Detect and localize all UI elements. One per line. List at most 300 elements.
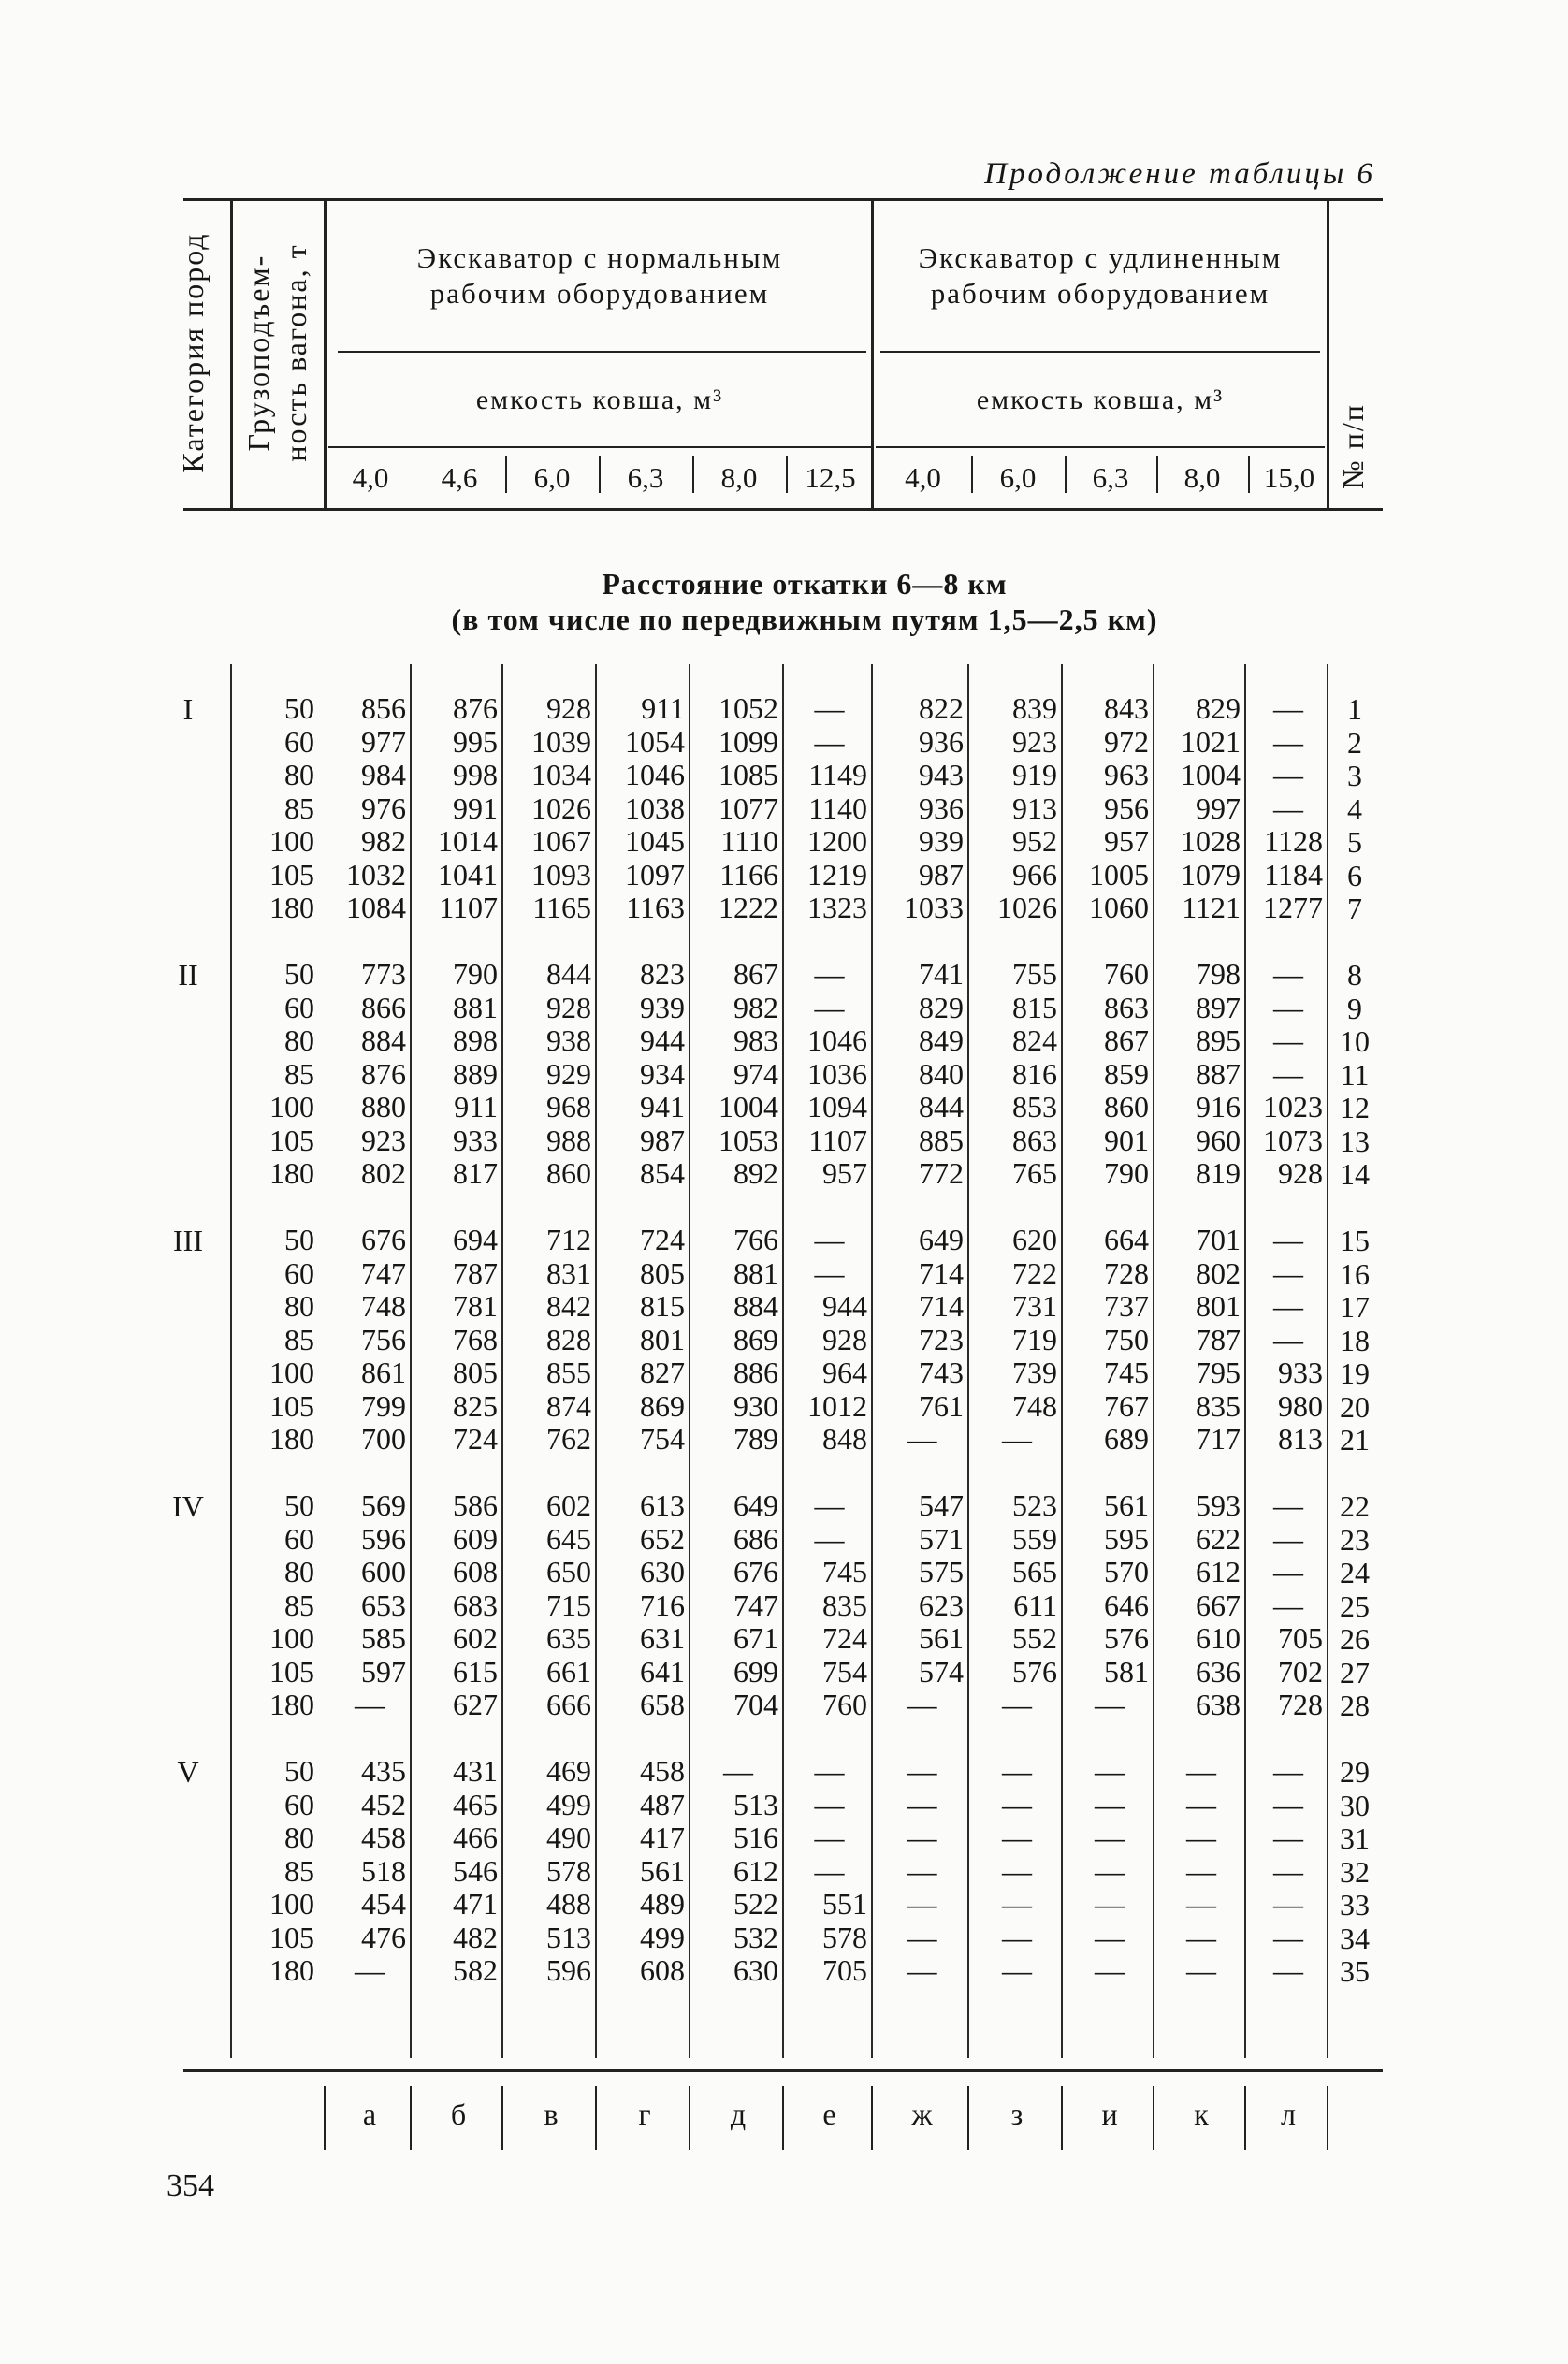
table-cell: — bbox=[355, 1688, 385, 1721]
table-cell: 620 bbox=[1012, 1223, 1057, 1256]
table-cell: 869 bbox=[640, 1388, 685, 1423]
table-cell: — bbox=[1273, 790, 1303, 825]
table-cell: 661 bbox=[546, 1654, 591, 1689]
table-cell: 575 bbox=[919, 1555, 964, 1588]
header-divider bbox=[871, 201, 874, 508]
table-cell: 1060 bbox=[1089, 891, 1149, 924]
table-cell: 652 bbox=[640, 1521, 685, 1556]
row-number: 15 bbox=[1340, 1224, 1370, 1257]
capacity-cell: 50 bbox=[284, 1223, 314, 1256]
capacity-header bbox=[240, 212, 314, 493]
table-cell: 828 bbox=[546, 1322, 591, 1356]
table-cell: — bbox=[1273, 957, 1303, 991]
table-cell: 513 bbox=[546, 1920, 591, 1954]
table-cell: — bbox=[907, 1422, 937, 1456]
continuation-caption: Продолжение таблицы 6 bbox=[984, 157, 1375, 191]
capacity-header-line2: ность вагона, т bbox=[279, 243, 312, 462]
table-cell: — bbox=[1002, 1887, 1032, 1921]
table-cell: 689 bbox=[1104, 1422, 1149, 1456]
table-header bbox=[176, 198, 1383, 511]
table-cell: 676 bbox=[361, 1223, 406, 1256]
table-cell: 957 bbox=[822, 1156, 867, 1190]
table-cell: 516 bbox=[733, 1820, 778, 1854]
table-cell: 802 bbox=[361, 1156, 406, 1190]
table-cell: 1026 bbox=[531, 790, 591, 825]
table-cell: 798 bbox=[1196, 957, 1241, 991]
table-cell: 1023 bbox=[1263, 1090, 1323, 1124]
capacity-header-line1: Грузоподъем- bbox=[241, 254, 275, 452]
capacity-cell: 80 bbox=[284, 1555, 314, 1588]
table-cell: 815 bbox=[1012, 990, 1057, 1024]
table-cell: — bbox=[1095, 1887, 1125, 1921]
table-cell: 1033 bbox=[904, 891, 964, 924]
table-cell: 1053 bbox=[719, 1123, 778, 1157]
table-cell: — bbox=[814, 957, 845, 991]
table-cell: 489 bbox=[640, 1887, 685, 1921]
table-cell: 939 bbox=[919, 824, 964, 858]
table-cell: 861 bbox=[361, 1356, 406, 1389]
table-cell: — bbox=[1186, 1820, 1216, 1854]
bucket-capacity-value: 8,0 bbox=[1183, 461, 1221, 494]
table-cell: 819 bbox=[1196, 1156, 1241, 1190]
table-cell: 471 bbox=[453, 1887, 498, 1921]
table-cell: 823 bbox=[640, 957, 685, 991]
table-cell: 860 bbox=[546, 1156, 591, 1190]
row-number: 14 bbox=[1340, 1157, 1370, 1191]
table-cell: 705 bbox=[822, 1953, 867, 1987]
number-header: № п/п bbox=[1336, 403, 1370, 489]
table-cell: 801 bbox=[1196, 1289, 1241, 1323]
table-cell: 723 bbox=[919, 1322, 964, 1356]
table-cell: 911 bbox=[454, 1090, 498, 1124]
table-cell: — bbox=[814, 1754, 845, 1788]
table-cell: 608 bbox=[640, 1953, 685, 1987]
table-cell: — bbox=[1095, 1820, 1125, 1854]
table-cell: 743 bbox=[919, 1356, 964, 1389]
table-cell: 636 bbox=[1196, 1654, 1241, 1689]
capacity-cell: 80 bbox=[284, 758, 314, 791]
table-cell: — bbox=[1273, 1555, 1303, 1588]
table-cell: 980 bbox=[1278, 1388, 1323, 1423]
table-cell: 630 bbox=[733, 1953, 778, 1987]
table-cell: 966 bbox=[1012, 857, 1057, 892]
table-cell: 700 bbox=[361, 1422, 406, 1456]
table-cell: 705 bbox=[1278, 1621, 1323, 1655]
table-cell: 645 bbox=[546, 1521, 591, 1556]
row-number: 27 bbox=[1340, 1655, 1370, 1690]
table-cell: — bbox=[1273, 990, 1303, 1024]
row-number: 3 bbox=[1347, 759, 1362, 792]
table-cell: 840 bbox=[919, 1056, 964, 1091]
table-cell: — bbox=[1273, 1255, 1303, 1290]
row-number: 1 bbox=[1347, 692, 1362, 726]
table-cell: 523 bbox=[1012, 1488, 1057, 1522]
capacity-cell: 60 bbox=[284, 1787, 314, 1821]
table-cell: — bbox=[814, 990, 845, 1024]
table-cell: — bbox=[1273, 1920, 1303, 1954]
row-number: 13 bbox=[1340, 1124, 1370, 1158]
table-cell: 417 bbox=[640, 1820, 685, 1854]
table-cell: 602 bbox=[546, 1488, 591, 1522]
table-cell: 745 bbox=[1104, 1356, 1149, 1389]
row-number: 23 bbox=[1340, 1522, 1370, 1557]
table-cell: 765 bbox=[1012, 1156, 1057, 1190]
table-cell: 1222 bbox=[719, 891, 778, 924]
table-cell: 860 bbox=[1104, 1090, 1149, 1124]
table-cell: 724 bbox=[640, 1223, 685, 1256]
table-cell: 1034 bbox=[531, 758, 591, 791]
table-cell: 739 bbox=[1012, 1356, 1057, 1389]
capacity-cell: 180 bbox=[269, 1688, 314, 1721]
table-cell: 546 bbox=[453, 1853, 498, 1888]
table-cell: 586 bbox=[453, 1488, 498, 1522]
table-body bbox=[172, 664, 1383, 2058]
table-cell: 895 bbox=[1196, 1023, 1241, 1057]
table-cell: 476 bbox=[361, 1920, 406, 1954]
table-cell: — bbox=[907, 1787, 937, 1821]
table-cell: 972 bbox=[1104, 724, 1149, 759]
table-cell: 731 bbox=[1012, 1289, 1057, 1323]
table-cell: 815 bbox=[640, 1289, 685, 1323]
footer-separator bbox=[324, 2086, 326, 2150]
table-cell: — bbox=[814, 1787, 845, 1821]
table-cell: 1184 bbox=[1264, 857, 1323, 892]
header-divider bbox=[324, 201, 327, 508]
capacity-cell: 105 bbox=[269, 1388, 314, 1423]
footer-separator bbox=[1327, 2086, 1328, 2150]
row-number: 25 bbox=[1340, 1588, 1370, 1623]
row-number: 22 bbox=[1340, 1489, 1370, 1523]
bucket-capacity-value: 8,0 bbox=[720, 461, 758, 494]
row-number: 35 bbox=[1340, 1954, 1370, 1988]
table-cell: 649 bbox=[919, 1223, 964, 1256]
table-cell: 781 bbox=[453, 1289, 498, 1323]
bucket-capacity-value: 15,0 bbox=[1263, 461, 1315, 494]
capacity-cell: 105 bbox=[269, 1654, 314, 1689]
table-cell: 748 bbox=[1012, 1388, 1057, 1423]
capacity-cell: 85 bbox=[284, 790, 314, 825]
table-cell: 936 bbox=[919, 790, 964, 825]
table-cell: 960 bbox=[1196, 1123, 1241, 1157]
capacity-cell: 50 bbox=[284, 1488, 314, 1522]
section-title bbox=[337, 566, 1272, 637]
table-cell: 658 bbox=[640, 1688, 685, 1721]
table-cell: 982 bbox=[361, 824, 406, 858]
normal-group-line1: Экскаватор с нормальным bbox=[416, 241, 783, 274]
table-cell: 817 bbox=[453, 1156, 498, 1190]
table-cell: — bbox=[1002, 1953, 1032, 1987]
table-cell: 1012 bbox=[807, 1388, 867, 1423]
table-cell: 939 bbox=[640, 990, 685, 1024]
table-cell: 513 bbox=[733, 1787, 778, 1821]
bucket-capacity-value: 6,0 bbox=[999, 461, 1037, 494]
table-cell: 452 bbox=[361, 1787, 406, 1821]
capacity-cell: 85 bbox=[284, 1056, 314, 1091]
table-cell: 631 bbox=[640, 1621, 685, 1655]
table-cell: — bbox=[1273, 1289, 1303, 1323]
table-cell: 716 bbox=[640, 1588, 685, 1622]
table-cell: 622 bbox=[1196, 1521, 1241, 1556]
table-cell: 1036 bbox=[807, 1056, 867, 1091]
table-cell: 600 bbox=[361, 1555, 406, 1588]
column-letter: в bbox=[544, 2097, 559, 2131]
category-header: Категория пород bbox=[176, 232, 210, 473]
table-cell: — bbox=[1186, 1887, 1216, 1921]
table-cell: 855 bbox=[546, 1356, 591, 1389]
capacity-cell: 180 bbox=[269, 1422, 314, 1456]
table-cell: 1028 bbox=[1181, 824, 1241, 858]
table-cell: 884 bbox=[733, 1289, 778, 1323]
table-cell: 923 bbox=[361, 1123, 406, 1157]
table-cell: 892 bbox=[733, 1156, 778, 1190]
table-cell: 799 bbox=[361, 1388, 406, 1423]
table-cell: 760 bbox=[1104, 957, 1149, 991]
table-cell: 602 bbox=[453, 1621, 498, 1655]
row-number: 33 bbox=[1340, 1888, 1370, 1922]
table-cell: 466 bbox=[453, 1820, 498, 1854]
column-letter: и bbox=[1101, 2097, 1118, 2131]
table-cell: 1165 bbox=[532, 891, 591, 924]
section-title-line2: (в том числе по передвижным путям 1,5—2,5 км) bbox=[451, 602, 1158, 636]
table-cell: 714 bbox=[919, 1255, 964, 1290]
table-cell: 1163 bbox=[626, 891, 685, 924]
table-cell: 881 bbox=[453, 990, 498, 1024]
table-cell: 1099 bbox=[719, 724, 778, 759]
table-cell: — bbox=[907, 1820, 937, 1854]
capacity-cell: 85 bbox=[284, 1322, 314, 1356]
table-cell: 1079 bbox=[1181, 857, 1241, 892]
column-letter: б bbox=[450, 2097, 467, 2131]
table-cell: 1073 bbox=[1263, 1123, 1323, 1157]
capacity-cell: 105 bbox=[269, 857, 314, 892]
row-number: 19 bbox=[1340, 1356, 1370, 1390]
table-cell: 532 bbox=[733, 1920, 778, 1954]
table-cell: 974 bbox=[733, 1056, 778, 1091]
table-cell: 829 bbox=[1196, 691, 1241, 725]
table-cell: 995 bbox=[453, 724, 498, 759]
table-cell: 789 bbox=[733, 1422, 778, 1456]
table-cell: 712 bbox=[546, 1223, 591, 1256]
extended-equipment-group bbox=[876, 240, 1325, 312]
table-cell: 469 bbox=[546, 1754, 591, 1788]
table-cell: 458 bbox=[640, 1754, 685, 1788]
table-cell: 963 bbox=[1104, 758, 1149, 791]
table-cell: — bbox=[1095, 1754, 1125, 1788]
header-rule bbox=[876, 446, 1325, 448]
table-cell: 787 bbox=[1196, 1322, 1241, 1356]
table-cell: 1005 bbox=[1089, 857, 1149, 892]
table-cell: — bbox=[907, 1920, 937, 1954]
table-cell: 829 bbox=[919, 990, 964, 1024]
table-cell: — bbox=[1273, 1887, 1303, 1921]
table-cell: 611 bbox=[1013, 1588, 1057, 1622]
normal-group-line2: рабочим оборудованием bbox=[429, 277, 770, 310]
table-cell: 623 bbox=[919, 1588, 964, 1622]
bucket-capacity-normal: емкость ковша, м³ bbox=[475, 384, 724, 415]
table-cell: 843 bbox=[1104, 691, 1149, 725]
table-cell: 933 bbox=[1278, 1356, 1323, 1389]
table-cell: 578 bbox=[546, 1853, 591, 1888]
table-cell: 490 bbox=[546, 1820, 591, 1854]
table-cell: 1149 bbox=[808, 758, 867, 791]
table-cell: 1085 bbox=[719, 758, 778, 791]
column-letter: л bbox=[1281, 2097, 1296, 2131]
table-cell: 465 bbox=[453, 1787, 498, 1821]
table-cell: 613 bbox=[640, 1488, 685, 1522]
table-cell: 849 bbox=[919, 1023, 964, 1057]
section-title-line1: Расстояние откатки 6—8 км bbox=[602, 567, 1008, 601]
table-cell: 612 bbox=[1196, 1555, 1241, 1588]
footer-separator bbox=[1153, 2086, 1154, 2150]
table-cell: 719 bbox=[1012, 1322, 1057, 1356]
table-cell: 686 bbox=[733, 1521, 778, 1556]
header-rule bbox=[338, 351, 866, 353]
table-cell: 748 bbox=[361, 1289, 406, 1323]
category-label: V bbox=[177, 1755, 199, 1789]
row-number: 31 bbox=[1340, 1821, 1370, 1855]
row-number: 20 bbox=[1340, 1389, 1370, 1424]
table-cell: 898 bbox=[453, 1023, 498, 1057]
bucket-capacity-extended: емкость ковша, м³ bbox=[976, 384, 1225, 415]
table-cell: 886 bbox=[733, 1356, 778, 1389]
table-cell: 760 bbox=[822, 1688, 867, 1721]
table-cell: 1032 bbox=[346, 857, 406, 892]
table-cell: 612 bbox=[733, 1853, 778, 1888]
category-label: I bbox=[182, 692, 194, 726]
table-cell: 767 bbox=[1104, 1388, 1149, 1423]
table-cell: — bbox=[1095, 1953, 1125, 1987]
capacity-cell: 50 bbox=[284, 957, 314, 991]
table-cell: 943 bbox=[919, 758, 964, 791]
table-cell: 790 bbox=[1104, 1156, 1149, 1190]
capacity-separator bbox=[1156, 456, 1158, 493]
capacity-cell: 50 bbox=[284, 1754, 314, 1788]
table-cell: 863 bbox=[1104, 990, 1149, 1024]
capacity-separator bbox=[599, 456, 601, 493]
table-cell: 827 bbox=[640, 1356, 685, 1389]
table-cell: — bbox=[907, 1887, 937, 1921]
capacity-separator bbox=[692, 456, 694, 493]
table-cell: 1140 bbox=[808, 790, 867, 825]
capacity-cell: 60 bbox=[284, 1255, 314, 1290]
table-cell: 683 bbox=[453, 1588, 498, 1622]
row-number: 16 bbox=[1340, 1256, 1370, 1291]
bucket-capacity-value: 6,3 bbox=[1092, 461, 1129, 494]
table-cell: 576 bbox=[1104, 1621, 1149, 1655]
capacity-separator bbox=[786, 456, 788, 493]
capacity-cell: 80 bbox=[284, 1820, 314, 1854]
row-number: 26 bbox=[1340, 1622, 1370, 1656]
capacity-cell: 180 bbox=[269, 1953, 314, 1987]
table-cell: 1200 bbox=[807, 824, 867, 858]
table-cell: 768 bbox=[453, 1322, 498, 1356]
row-number: 5 bbox=[1347, 825, 1362, 859]
row-number: 32 bbox=[1340, 1854, 1370, 1889]
footer-rule bbox=[183, 2069, 1383, 2072]
table-cell: — bbox=[1002, 1787, 1032, 1821]
table-cell: 641 bbox=[640, 1654, 685, 1689]
table-cell: — bbox=[1186, 1953, 1216, 1987]
table-cell: 609 bbox=[453, 1521, 498, 1556]
table-cell: 750 bbox=[1104, 1322, 1149, 1356]
table-cell: 754 bbox=[822, 1654, 867, 1689]
table-cell: 694 bbox=[453, 1223, 498, 1256]
table-cell: 565 bbox=[1012, 1555, 1057, 1588]
table-cell: 919 bbox=[1012, 758, 1057, 791]
table-cell: — bbox=[814, 1521, 845, 1556]
table-cell: 699 bbox=[733, 1654, 778, 1689]
row-number: 30 bbox=[1340, 1788, 1370, 1822]
table-cell: 787 bbox=[453, 1255, 498, 1290]
table-cell: 933 bbox=[453, 1123, 498, 1157]
table-cell: 773 bbox=[361, 957, 406, 991]
table-cell: — bbox=[814, 691, 845, 725]
table-cell: — bbox=[1002, 1688, 1032, 1721]
table-cell: 582 bbox=[453, 1953, 498, 1987]
footer-separator bbox=[689, 2086, 690, 2150]
table-cell: — bbox=[1273, 1953, 1303, 1987]
table-cell: 802 bbox=[1196, 1255, 1241, 1290]
capacity-cell: 105 bbox=[269, 1123, 314, 1157]
row-number: 18 bbox=[1340, 1323, 1370, 1357]
category-label: IV bbox=[172, 1489, 204, 1523]
table-cell: 671 bbox=[733, 1621, 778, 1655]
bucket-capacity-value: 4,0 bbox=[905, 461, 941, 494]
table-cell: 552 bbox=[1012, 1621, 1057, 1655]
capacity-cell: 100 bbox=[269, 1621, 314, 1655]
table-cell: — bbox=[1095, 1688, 1125, 1721]
table-cell: 941 bbox=[640, 1090, 685, 1124]
table-cell: — bbox=[1273, 1521, 1303, 1556]
table-cell: — bbox=[814, 1223, 845, 1256]
table-cell: 724 bbox=[822, 1621, 867, 1655]
table-cell: 747 bbox=[361, 1255, 406, 1290]
table-cell: — bbox=[907, 1853, 937, 1888]
table-cell: 596 bbox=[546, 1953, 591, 1987]
table-cell: 1110 bbox=[720, 824, 778, 858]
column-letter: ж bbox=[911, 2097, 933, 2131]
table-cell: 435 bbox=[361, 1754, 406, 1788]
table-cell: 936 bbox=[919, 724, 964, 759]
table-cell: 854 bbox=[640, 1156, 685, 1190]
table-cell: 1128 bbox=[1264, 824, 1323, 858]
table-cell: 1004 bbox=[719, 1090, 778, 1124]
table-cell: 867 bbox=[1104, 1023, 1149, 1057]
table-cell: 754 bbox=[640, 1422, 685, 1456]
table-cell: — bbox=[1273, 1023, 1303, 1057]
row-number: 12 bbox=[1340, 1091, 1370, 1124]
table-cell: 715 bbox=[546, 1588, 591, 1622]
bucket-capacity-value: 4,6 bbox=[441, 461, 478, 494]
table-cell: 650 bbox=[546, 1555, 591, 1588]
table-cell: 884 bbox=[361, 1023, 406, 1057]
table-cell: 569 bbox=[361, 1488, 406, 1522]
footer-separator bbox=[1244, 2086, 1246, 2150]
table-cell: 664 bbox=[1104, 1223, 1149, 1256]
table-cell: 482 bbox=[453, 1920, 498, 1954]
table-cell: 881 bbox=[733, 1255, 778, 1290]
table-cell: — bbox=[1273, 1488, 1303, 1522]
table-cell: — bbox=[1186, 1787, 1216, 1821]
table-cell: 968 bbox=[546, 1090, 591, 1124]
table-cell: 561 bbox=[919, 1621, 964, 1655]
row-number: 29 bbox=[1340, 1755, 1370, 1789]
table-cell: 976 bbox=[361, 790, 406, 825]
table-cell: 835 bbox=[822, 1588, 867, 1622]
table-cell: 938 bbox=[546, 1023, 591, 1057]
table-cell: — bbox=[907, 1688, 937, 1721]
table-cell: — bbox=[1002, 1754, 1032, 1788]
